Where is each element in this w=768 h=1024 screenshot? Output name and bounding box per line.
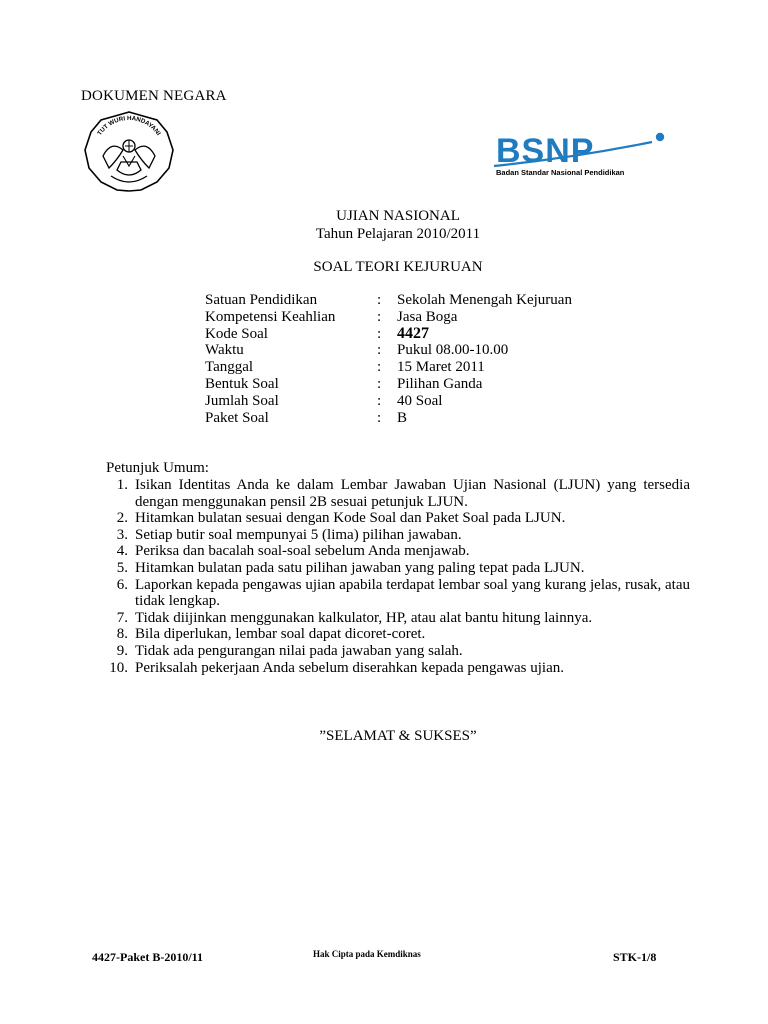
footer-code: 4427-Paket B-2010/11 [92,950,203,964]
instruction-item: 6. Laporkan kepada pengawas ujian apabila terdapat lembar soal yang kurang jelas, rusak, atau tidak lengkap. [116,576,690,610]
academic-year: Tahun Pelajaran 2010/2011 [315,226,481,242]
instruction-item: 1. Isikan Identitas Anda ke dalam Lembar Jawaban Ujian Nasional (LJUN) yang tersedia dengan menggunakan pensil 2B sesuai petunjuk LJUN. [116,477,690,510]
instruction-item: 9. Tidak ada pengurangan nilai pada jawaban yang salah. [116,642,463,659]
tut-wuri-handayani-seal-icon [81,110,177,192]
svg-text:BSNP: BSNP [496,132,595,170]
footer-page: STK-1/8 [613,950,657,964]
instruction-item: 10. Periksalah pekerjaan Anda sebelum diserahkan kepada pengawas ujian. [109,659,565,676]
instruction-item: 3. Setiap butir soal mempunyai 5 (lima) pilihan jawaban. [116,526,462,543]
exam-title: UJIAN NASIONAL [336,208,460,224]
closing-message: ”SELAMAT & SUKSES” [319,728,477,744]
footer-copyright: Hak Cipta pada Kemdiknas [313,949,421,959]
instruction-item: 4. Periksa dan bacalah soal-soal sebelum Anda menjawab. [116,543,470,560]
instruction-item: 5. Hitamkan bulatan pada satu pilihan jawaban yang paling tepat pada LJUN. [116,559,585,576]
instructions-title: Petunjuk Umum: [106,460,209,476]
instructions-list [106,477,690,676]
instruction-item: 7. Tidak diijinkan menggunakan kalkulator, HP, atau alat bantu hitung lainnya. [116,609,593,626]
exam-cover-page: DOKUMEN NEGARA TUT WURI HANDAYANI BSNP Badan Standar Nasional Pendidikan UJIAN NASIONAL Tahun Pelajaran 2010/2011 SOAL TEORI KEJURUAN Satuan Pendidikan : Sekolah Menengah Kejuruan Kompetensi Keahlian : Jasa Boga Kode Soal : 4427 Waktu : Pukul 08.00-10.00 Tanggal : 15 Maret 2011 Bentuk Soal : Pilihan Ganda Jumlah Soal : 40 Soal Paket Soal : B Petunjuk Umum: 1. Isikan Identitas Anda ke dalam Lembar Jawaban Ujian Nasional (LJUN) yang tersedia dengan menggunakan pensil 2B sesuai petunjuk LJUN. 2. Hitamkan bulatan sesuai dengan Kode Soal dan Paket Soal pada LJUN. 3. Setiap butir soal mempunyai 5 (lima) pilihan jawaban. 4. Periksa dan bacalah soal-soal sebelum Anda menjawab. 5. Hitamkan bulatan pada satu pilihan jawaban yang paling tepat pada LJUN. 6. Laporkan kepada pengawas ujian apabila terdapat lembar soal yang kurang jelas, rusak, atau tidak lengkap. 7. Tidak diijinkan menggunakan kalkulator, HP, atau alat bantu hitung lainnya. 8. Bila diperlukan, lembar soal dapat dicoret-coret. 9. Tidak ada pengurangan nilai pada jawaban yang salah. 10. Periksalah pekerjaan Anda sebelum diserahkan kepada pengawas ujian. ”SELAMAT & SUKSES” 4427-Paket B-2010/11 Hak Cipta pada Kemdiknas STK-1/8 [0,0,768,1024]
exam-subject: SOAL TEORI KEJURUAN [313,259,483,275]
svg-text:TUT WURI HANDAYANI: TUT WURI HANDAYANI [96,114,162,137]
bsnp-subtitle: Badan Standar Nasional Pendidikan [496,168,625,177]
instruction-item: 8. Bila diperlukan, lembar soal dapat dicoret-coret. [116,626,426,643]
instruction-item: 2. Hitamkan bulatan sesuai dengan Kode Soal dan Paket Soal pada LJUN. [116,510,566,527]
document-classification: DOKUMEN NEGARA [81,88,227,104]
